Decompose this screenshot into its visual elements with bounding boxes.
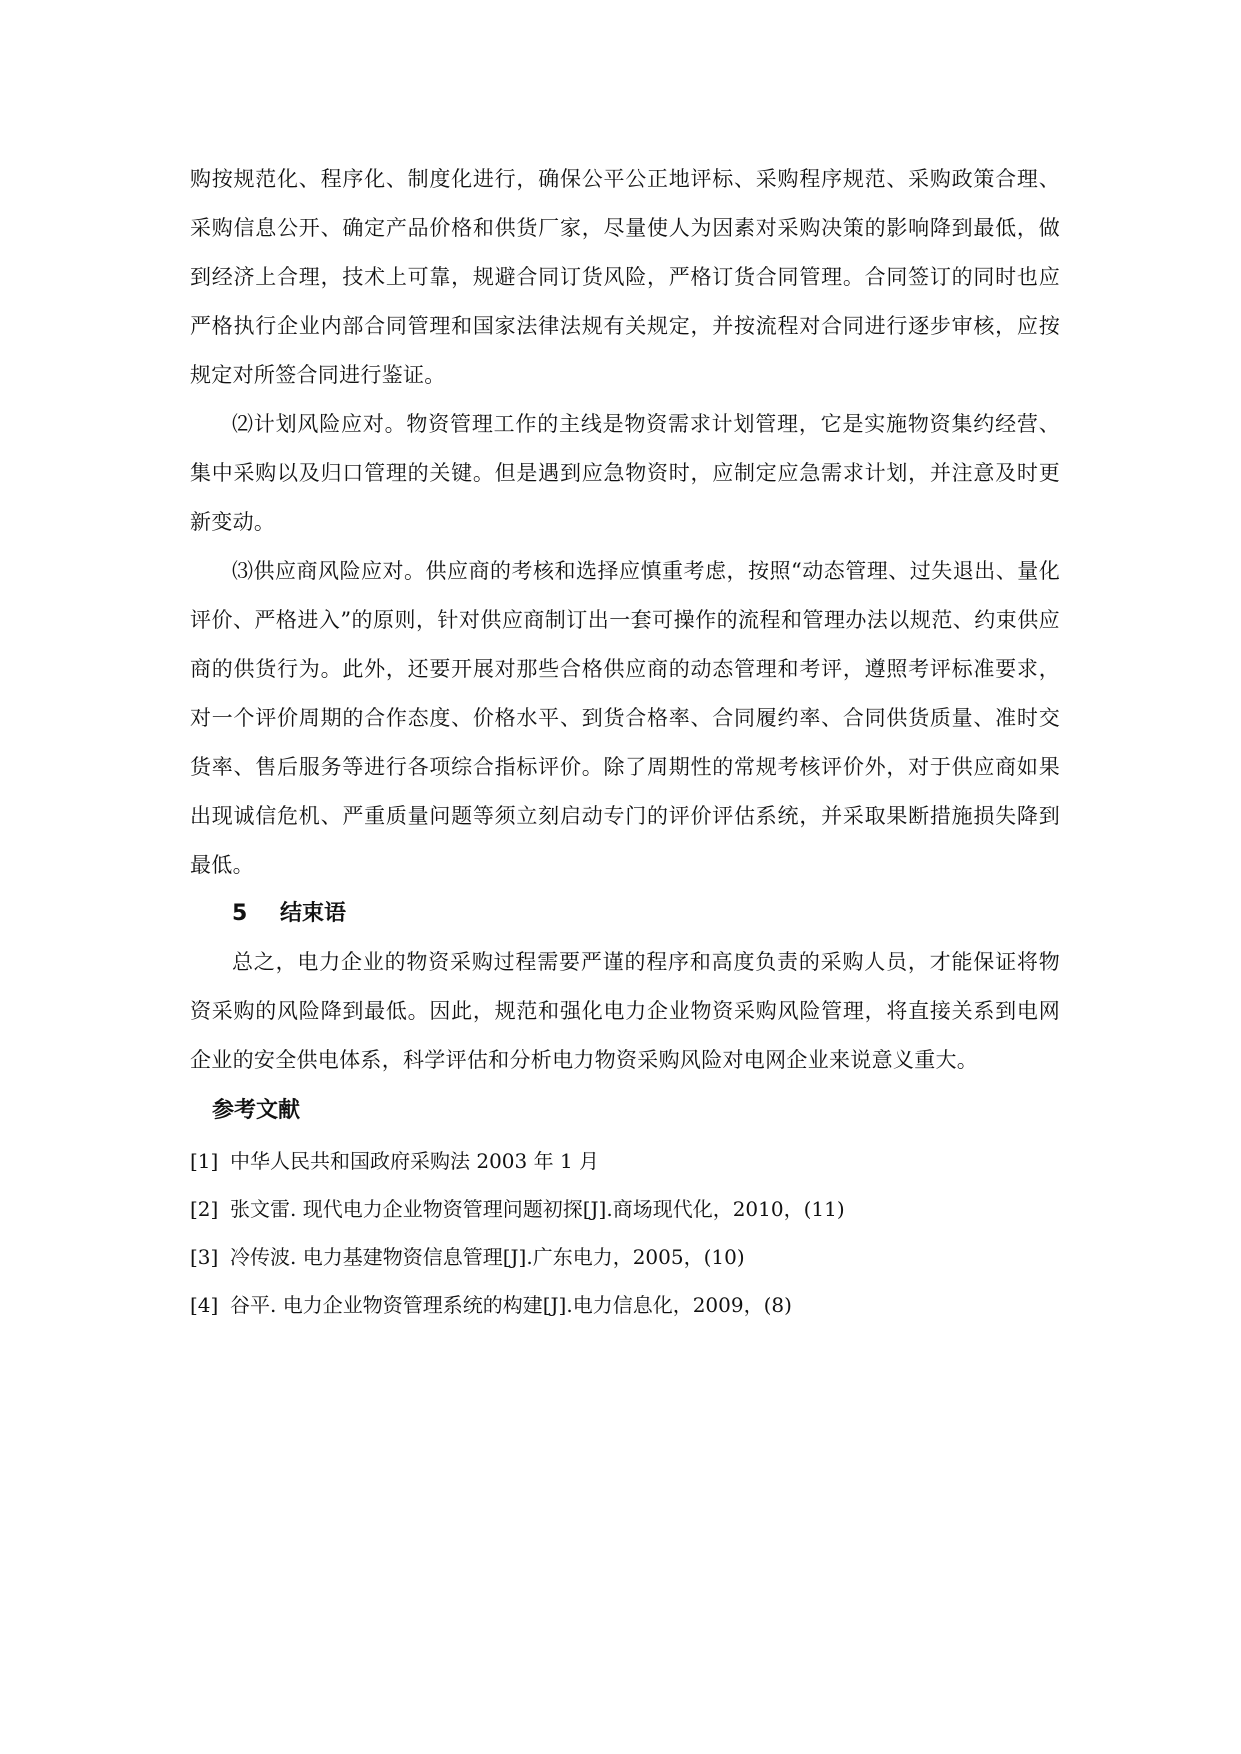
paragraph-plan-risk: ⑵计划风险应对。物资管理工作的主线是物资需求计划管理，它是实施物资集约经营、集中采购以及归口管理的关键。但是遇到应急物资时，应制定应急需求计划，并注意及时更新变动。 [190, 412, 1060, 534]
reference-text: 中华人民共和国政府采购法 2003 年 1 月 [230, 1149, 600, 1173]
reference-item [190, 1281, 1060, 1329]
reference-tag: [2] [190, 1197, 219, 1221]
section-number: 5 [232, 901, 248, 926]
document-page [190, 155, 1060, 1329]
reference-text: 张文雷. 现代电力企业物资管理问题初探[J].商场现代化，2010，(11) [230, 1197, 845, 1221]
reference-tag: [3] [190, 1245, 219, 1269]
reference-text: 谷平. 电力企业物资管理系统的构建[J].电力信息化，2009，(8) [230, 1293, 792, 1317]
paragraph-supplier-risk: ⑶供应商风险应对。供应商的考核和选择应慎重考虑，按照“动态管理、过失退出、量化评价、严格进入”的原则，针对供应商制订出一套可操作的流程和管理办法以规范、约束供应商的供货行为。此外，还要开展对那些合格供应商的动态管理和考评，遵照考评标准要求，对一个评价周期的合作态度、价格水平、到货合格率、合同履约率、合同供货质量、准时交货率、售后服务等进行各项综合指标评价。除了周期性的常规考核评价外，对于供应商如果出现诚信危机、严重质量问题等须立刻启动专门的评价评估系统，并采取果断措施损失降到最低。 [190, 559, 1060, 877]
reference-text: 冷传波. 电力基建物资信息管理[J].广东电力，2005，(10) [230, 1245, 745, 1269]
reference-item [190, 1233, 1060, 1281]
section-title: 结束语 [280, 901, 347, 926]
section-heading-conclusion [190, 890, 1060, 938]
references-heading: 参考文献 [212, 1098, 301, 1123]
paragraph-procurement-standardization: 购按规范化、程序化、制度化进行，确保公平公正地评标、采购程序规范、采购政策合理、采购信息公开、确定产品价格和供货厂家，尽量使人为因素对采购决策的影响降到最低，做到经济上合理，技术上可靠，规避合同订货风险，严格订货合同管理。合同签订的同时也应严格执行企业内部合同管理和国家法律法规有关规定，并按流程对合同进行逐步审核，应按规定对所签合同进行鉴证。 [190, 167, 1060, 387]
reference-tag: [4] [190, 1293, 219, 1317]
references-list [190, 1137, 1060, 1329]
reference-tag: [1] [190, 1149, 219, 1173]
reference-item [190, 1137, 1060, 1185]
paragraph-conclusion: 总之，电力企业的物资采购过程需要严谨的程序和高度负责的采购人员，才能保证将物资采购的风险降到最低。因此，规范和强化电力企业物资采购风险管理，将直接关系到电网企业的安全供电体系，科学评估和分析电力物资采购风险对电网企业来说意义重大。 [190, 950, 1060, 1072]
reference-item [190, 1185, 1060, 1233]
